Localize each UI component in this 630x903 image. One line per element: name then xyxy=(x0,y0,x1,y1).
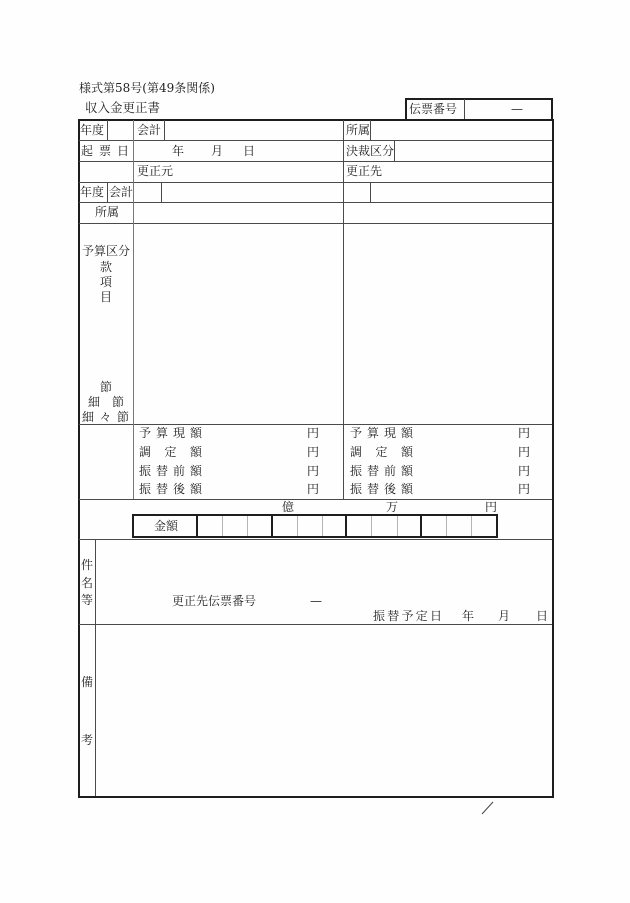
digit-cell xyxy=(225,516,249,536)
grid-line-h xyxy=(79,140,552,141)
grid-line-h xyxy=(79,624,552,625)
transfer-date-year-unit: 年 xyxy=(461,609,475,623)
source-assessed-label: 調定額 xyxy=(139,445,202,459)
digit-cell xyxy=(374,516,398,536)
grid-line-v xyxy=(370,120,371,140)
yen-unit: 円 xyxy=(306,426,320,440)
slash-mark-icon xyxy=(480,800,496,816)
yen-unit: 円 xyxy=(517,445,531,459)
correction-department-label: 所属 xyxy=(94,205,120,219)
digit-divider xyxy=(397,516,398,536)
source-budget-current-label: 予算現額 xyxy=(139,426,202,440)
digit-cell xyxy=(200,516,224,536)
oku-unit-label: 億 xyxy=(281,500,295,514)
yen-unit: 円 xyxy=(306,464,320,478)
department-label: 所属 xyxy=(346,123,371,137)
budget-saisetsu-label: 細節 xyxy=(88,395,124,409)
digit-divider xyxy=(471,516,472,536)
grid-line-h xyxy=(79,223,552,224)
source-before-transfer-label: 振替前額 xyxy=(139,464,202,478)
draft-date-label: 起票日 xyxy=(81,144,129,158)
digit-cell xyxy=(449,516,473,536)
form-title: 収入金更正書 xyxy=(85,100,161,115)
target-voucher-number-label: 更正先伝票番号 xyxy=(172,594,257,608)
digit-cell xyxy=(474,516,498,536)
budget-class-label: 予算区分 xyxy=(81,244,131,258)
total-amount-box xyxy=(132,514,498,538)
grid-line-v xyxy=(133,120,134,499)
voucher-number-value: — xyxy=(511,102,523,116)
yen-unit: 円 xyxy=(517,464,531,478)
digit-group-divider xyxy=(196,514,198,538)
draft-date-month-unit: 月 xyxy=(210,144,224,158)
subject-label-char: 等 xyxy=(80,593,94,607)
yen-unit: 円 xyxy=(517,482,531,496)
digit-cell xyxy=(275,516,299,536)
digit-cell xyxy=(349,516,373,536)
draft-date-day-unit: 日 xyxy=(242,144,256,158)
yen-unit-label: 円 xyxy=(484,500,498,514)
grid-line-v xyxy=(370,182,371,202)
target-after-transfer-label: 振替後額 xyxy=(350,482,413,496)
remarks-label-char: 考 xyxy=(80,733,94,747)
man-unit-label: 万 xyxy=(385,500,399,514)
grid-line-h xyxy=(79,182,552,183)
digit-group-divider xyxy=(420,514,422,538)
budget-setsu-label: 節 xyxy=(99,380,113,394)
correction-fiscal-year-label: 年度 xyxy=(80,185,105,199)
account-label: 会計 xyxy=(137,123,162,137)
digit-divider xyxy=(446,516,447,536)
grid-line-v xyxy=(95,539,96,796)
digit-cell xyxy=(300,516,324,536)
digit-divider xyxy=(322,516,323,536)
target-before-transfer-label: 振替前額 xyxy=(350,464,413,478)
draft-date-year-unit: 年 xyxy=(171,144,185,158)
correction-source-label: 更正元 xyxy=(137,164,174,178)
grid-line-v xyxy=(343,120,344,499)
subject-label-char: 名 xyxy=(80,576,94,590)
budget-kan-label: 款 xyxy=(99,260,113,274)
yen-unit: 円 xyxy=(306,445,320,459)
budget-saisaisetsu-label: 細々節 xyxy=(82,410,129,424)
grid-line-h xyxy=(79,499,552,500)
fiscal-year-label: 年度 xyxy=(80,123,105,137)
subject-label-char: 件 xyxy=(80,558,94,572)
voucher-number-label: 伝票番号 xyxy=(409,102,458,116)
form-number: 様式第58号(第49条関係) xyxy=(79,81,215,95)
grid-line-h xyxy=(79,539,552,540)
correction-account-label: 会計 xyxy=(109,185,134,199)
digit-divider xyxy=(297,516,298,536)
grid-line-h xyxy=(79,424,552,425)
grid-line-v xyxy=(107,120,108,140)
transfer-date-month-unit: 月 xyxy=(497,609,511,623)
budget-moku-label: 目 xyxy=(99,290,113,304)
grid-line-v xyxy=(464,99,465,119)
digit-cell xyxy=(424,516,448,536)
grid-line-h xyxy=(79,161,552,162)
correction-target-label: 更正先 xyxy=(346,164,383,178)
grid-line-v xyxy=(107,182,108,202)
yen-unit: 円 xyxy=(517,426,531,440)
grid-line-h xyxy=(79,202,552,203)
grid-line-v xyxy=(394,140,395,161)
total-amount-label: 金額 xyxy=(153,519,179,533)
grid-line-v xyxy=(164,120,165,140)
remarks-label-char: 備 xyxy=(80,675,94,689)
source-after-transfer-label: 振替後額 xyxy=(139,482,202,496)
digit-group-divider xyxy=(271,514,273,538)
digit-divider xyxy=(371,516,372,536)
digit-group-divider xyxy=(345,514,347,538)
approval-class-label: 決裁区分 xyxy=(346,144,395,158)
digit-divider xyxy=(222,516,223,536)
transfer-date-day-unit: 日 xyxy=(535,609,549,623)
target-voucher-number-value: — xyxy=(310,594,322,608)
target-budget-current-label: 予算現額 xyxy=(350,426,413,440)
transfer-date-label: 振替予定日 xyxy=(373,609,442,623)
target-assessed-label: 調定額 xyxy=(350,445,413,459)
budget-kou-label: 項 xyxy=(99,275,113,289)
grid-line-v xyxy=(161,182,162,202)
yen-unit: 円 xyxy=(306,482,320,496)
digit-divider xyxy=(247,516,248,536)
